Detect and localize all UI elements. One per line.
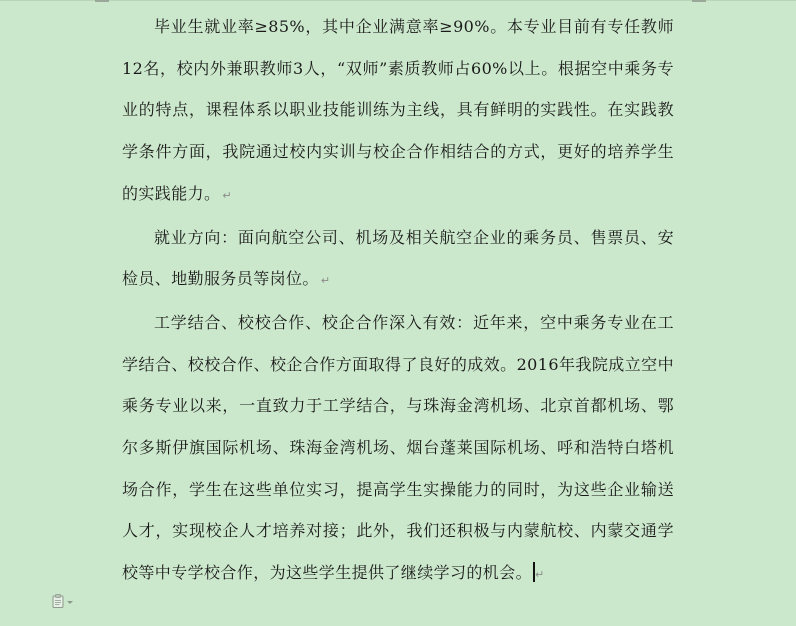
paragraph-mark-icon: ↵ — [320, 274, 331, 288]
paragraph-3-text: 工学结合、校校合作、校企合作深入有效：近年来，空中乘务专业在工学结合、校校合作、校企合作方面取得了良好的成效。2016年我院成立空中乘务专业以来，一直致力于工学结合，与珠海金湾机场、北京首都机场、鄂尔多斯伊旗国际机场、珠海金湾机场、烟台蓬莱国际机场、呼和浩特白塔机场合作，学生在这些单位实习，提高学生实操能力的同时，为这些企业输送人才，实现校企人才培养对接；此外，我们还积极与内蒙航校、内蒙交通学校等中专学校合作，为这些学生提供了继续学习的机会。 — [122, 312, 674, 583]
paragraph-2-text: 就业方向：面向航空公司、机场及相关航空企业的乘务员、售票员、安检员、地勤服务员等岗位。 — [122, 227, 674, 289]
dropdown-arrow-icon — [67, 601, 73, 604]
paragraph-mark-icon: ↵ — [222, 188, 233, 202]
page-corner-mark-right — [692, 0, 706, 2]
paragraph-1-text: 毕业生就业率≥85%，其中企业满意率≥90%。本专业目前有专任教师12名，校内外兼职教师3人，“双师”素质教师占60%以上。根据空中乘务专业的特点，课程体系以职业技能训练为主线，具有鲜明的实践性。在实践教学条件方面，我院通过校内实训与校企合作相结合的方式，更好的培养学生的实践能力。 — [122, 17, 674, 203]
paragraph-2[interactable] — [122, 217, 674, 302]
page-corner-mark-left — [95, 0, 109, 2]
page-top-edge — [0, 0, 796, 1]
clipboard-icon — [52, 594, 64, 608]
document-page[interactable] — [122, 6, 674, 596]
paragraph-3[interactable] — [122, 302, 674, 596]
paste-options-button[interactable] — [52, 594, 73, 608]
paragraph-1[interactable] — [122, 6, 674, 217]
paragraph-mark-icon: ↵ — [535, 568, 545, 582]
